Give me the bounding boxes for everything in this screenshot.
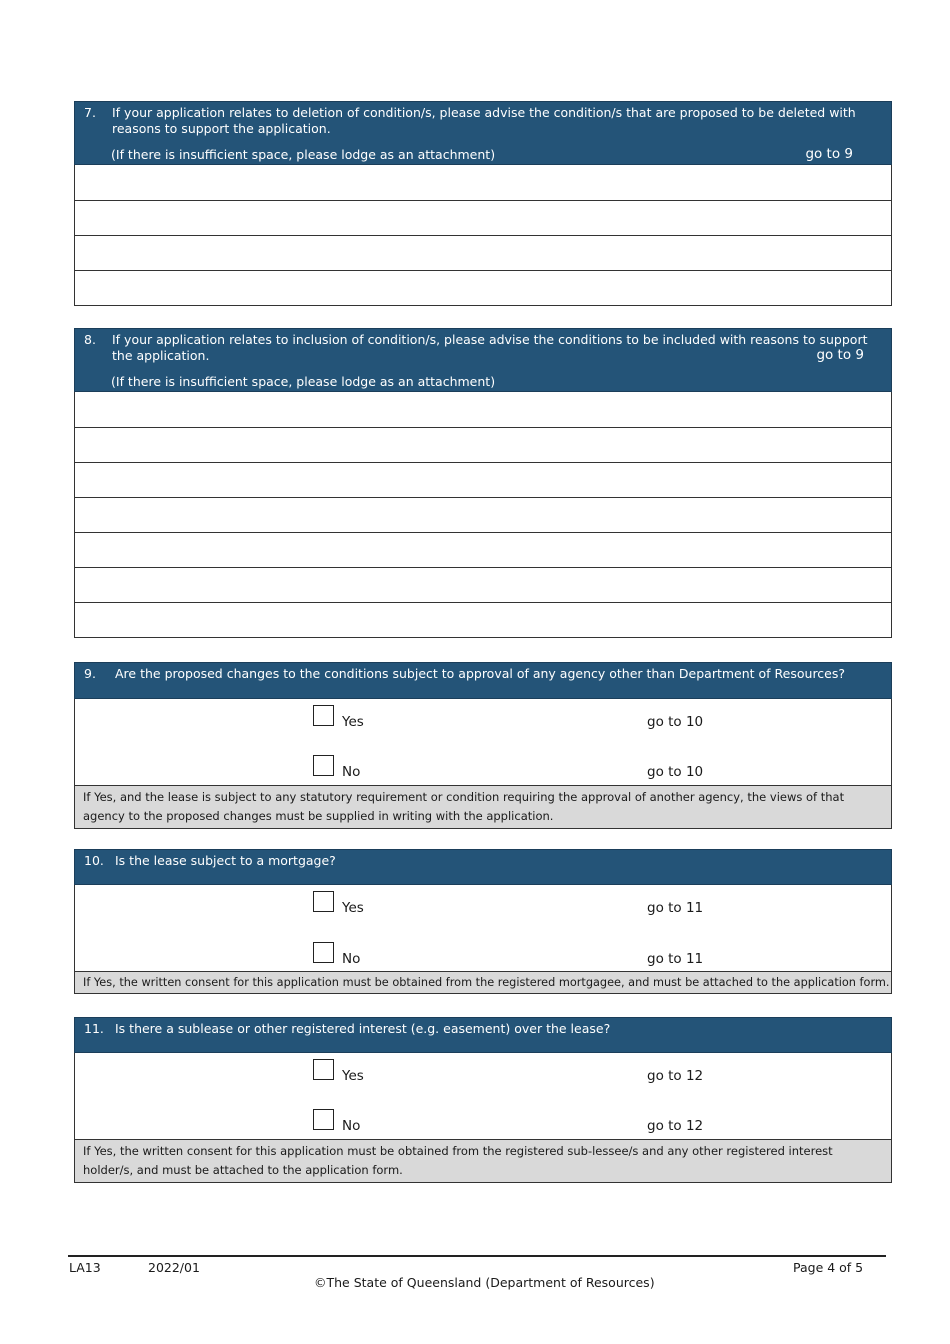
- question-8-header: [74, 328, 892, 392]
- answer-line-2[interactable]: [75, 427, 891, 462]
- question-number: 8.: [84, 332, 96, 347]
- question-text: Is the lease subject to a mortgage?: [115, 853, 336, 868]
- question-10: [74, 849, 892, 994]
- no-checkbox[interactable]: [313, 942, 334, 963]
- goto-label: go to 9: [816, 347, 864, 363]
- answer-line-1[interactable]: [75, 165, 891, 200]
- form-version: 2022/01: [148, 1260, 200, 1275]
- yes-label: Yes: [342, 1068, 364, 1084]
- answer-line-5[interactable]: [75, 532, 891, 567]
- yes-goto: go to 12: [647, 1068, 704, 1084]
- yes-checkbox[interactable]: [313, 705, 334, 726]
- answer-line-4[interactable]: [75, 497, 891, 532]
- answer-line-6[interactable]: [75, 567, 891, 602]
- question-11: [74, 1017, 892, 1183]
- question-8: [74, 328, 892, 638]
- no-label: No: [342, 951, 361, 967]
- yes-goto: go to 10: [647, 714, 704, 730]
- no-goto: go to 10: [647, 764, 704, 780]
- question-text: Is there a sublease or other registered interest (e.g. easement) over the lease?: [115, 1021, 611, 1036]
- question-text: If your application relates to deletion of condition/s, please advise the condition/s that are proposed to be deleted with reasons to support the application.: [112, 105, 856, 136]
- yes-goto: go to 11: [647, 900, 704, 916]
- no-checkbox[interactable]: [313, 1109, 334, 1130]
- question-text: If your application relates to inclusion of condition/s, please advise the conditions to be included with reasons to support the application.: [112, 332, 868, 363]
- question-10-header: [74, 849, 892, 885]
- info-note: If Yes, and the lease is subject to any statutory requirement or condition requiring the approval of another agency, the views of that agency to the proposed changes must be supplied in writing with the application.: [74, 785, 892, 829]
- no-label: No: [342, 764, 361, 780]
- question-text: Are the proposed changes to the conditions subject to approval of any agency other than Department of Resources?: [115, 666, 846, 681]
- answer-lines: [74, 392, 892, 638]
- no-label: No: [342, 1118, 361, 1134]
- question-number: 10.: [84, 853, 104, 868]
- answer-line-4[interactable]: [75, 270, 891, 305]
- question-9-header: [74, 662, 892, 699]
- space-note: (If there is insufficient space, please lodge as an attachment): [111, 374, 496, 389]
- question-7-header: [74, 101, 892, 165]
- no-goto: go to 12: [647, 1118, 704, 1134]
- answer-line-3[interactable]: [75, 462, 891, 497]
- answer-line-7[interactable]: [75, 602, 891, 637]
- info-note: If Yes, the written consent for this application must be obtained from the registered mortgagee, and must be attached to the application form.: [74, 971, 892, 994]
- question-number: 11.: [84, 1021, 104, 1036]
- yes-label: Yes: [342, 900, 364, 916]
- question-number: 7.: [84, 105, 96, 120]
- question-11-header: [74, 1017, 892, 1053]
- yes-no-choices: [74, 699, 892, 785]
- info-note: If Yes, the written consent for this application must be obtained from the registered sub-lessee/s and any other registered interest holder/s, and must be attached to the application form.: [74, 1139, 892, 1183]
- answer-line-3[interactable]: [75, 235, 891, 270]
- page-footer: [68, 1255, 886, 1290]
- question-number: 9.: [84, 666, 96, 681]
- answer-lines: [74, 165, 892, 306]
- yes-checkbox[interactable]: [313, 1059, 334, 1080]
- answer-line-1[interactable]: [75, 392, 891, 427]
- no-checkbox[interactable]: [313, 755, 334, 776]
- copyright: ©The State of Queensland (Department of Resources): [314, 1275, 655, 1290]
- yes-no-choices: [74, 1053, 892, 1139]
- goto-label: go to 9: [805, 146, 853, 162]
- space-note: (If there is insufficient space, please lodge as an attachment): [111, 147, 496, 162]
- question-7: [74, 101, 892, 306]
- yes-checkbox[interactable]: [313, 891, 334, 912]
- form-code: LA13: [69, 1260, 101, 1275]
- page-number: Page 4 of 5: [793, 1260, 864, 1275]
- yes-no-choices: [74, 885, 892, 971]
- answer-line-2[interactable]: [75, 200, 891, 235]
- question-9: [74, 662, 892, 829]
- yes-label: Yes: [342, 714, 364, 730]
- no-goto: go to 11: [647, 951, 704, 967]
